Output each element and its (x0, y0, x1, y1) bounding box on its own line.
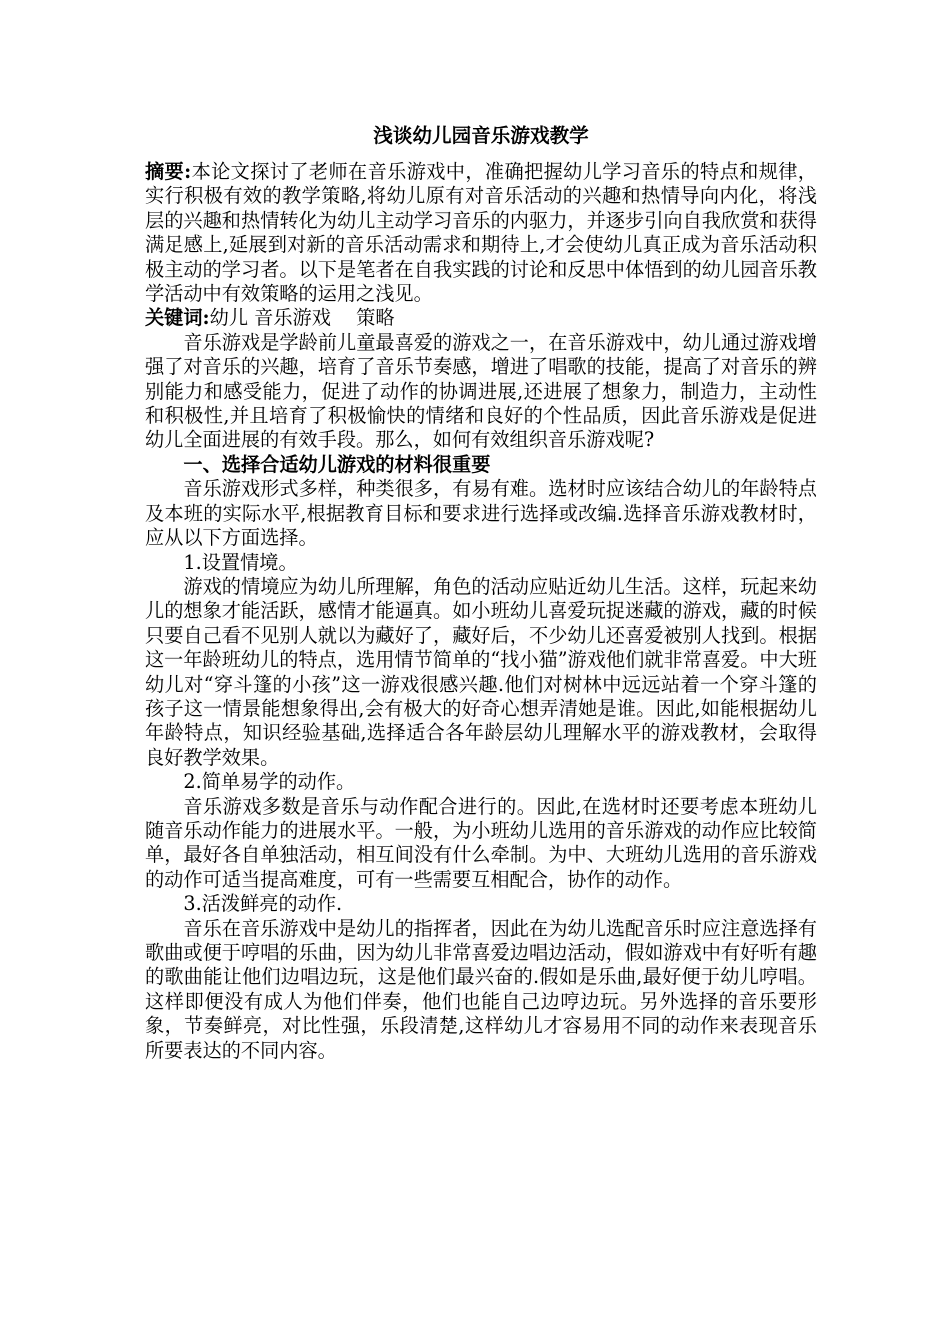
item-3-title: 3.活泼鲜亮的动作. (183, 892, 343, 916)
keywords-paragraph (145, 306, 817, 330)
item-1-title: 1.设置情境。 (183, 550, 298, 574)
document-page (145, 124, 817, 1063)
item-2-title: 2.简单易学的动作。 (183, 770, 356, 794)
keywords-label: 关键词: (145, 306, 210, 330)
section-1-paragraph: 音乐游戏形式多样，种类很多，有易有难。选材时应该结合幼儿的年龄特点及本班的实际水平,根据教育目标和要求进行选择或改编.选择音乐游戏教材时，应从以下方面选择。 (145, 477, 817, 550)
abstract-text: 本论文探讨了老师在音乐游戏中，准确把握幼儿学习音乐的特点和规律，实行积极有效的教学策略,将幼儿原有对音乐活动的兴趣和热情导向内化，将浅层的兴趣和热情转化为幼儿主动学习音乐的内驱力，并逐步引向自我欣赏和获得满足感上,延展到对新的音乐活动需求和期待上,才会使幼儿真正成为音乐活动积极主动的学习者。以下是笔者在自我实践的讨论和反思中体悟到的幼儿园音乐教学活动中有效策略的运用之浅见。 (145, 160, 817, 306)
section-1-heading: 一、选择合适幼儿游戏的材料很重要 (183, 452, 491, 476)
item-3-text: 音乐在音乐游戏中是幼儿的指挥者，因此在为幼儿选配音乐时应注意选择有歌曲或便于哼唱的乐曲，因为幼儿非常喜爱边唱边活动，假如游戏中有好听有趣的歌曲能让他们边唱边玩，这是他们最兴奋的.假如是乐曲,最好便于幼儿哼唱。这样即便没有成人为他们伴奏，他们也能自己边哼边玩。另外选择的音乐要形象，节奏鲜亮，对比性强，乐段清楚,这样幼儿才容易用不同的动作来表现音乐所要表达的不同内容。 (145, 916, 817, 1062)
intro-paragraph: 音乐游戏是学龄前儿童最喜爱的游戏之一，在音乐游戏中，幼儿通过游戏增强了对音乐的兴趣，培育了音乐节奏感，增进了唱歌的技能，提高了对音乐的辨别能力和感受能力，促进了动作的协调进展,还进展了想象力，制造力，主动性和积极性,并且培育了积极愉快的情绪和良好的个性品质，因此音乐游戏是促进幼儿全面进展的有效手段。那么，如何有效组织音乐游戏呢? (145, 330, 817, 452)
document-title: 浅谈幼儿园音乐游戏教学 (373, 124, 589, 147)
abstract-paragraph (145, 160, 817, 306)
keywords-text: 幼儿 音乐游戏 策略 (209, 306, 395, 330)
item-1-text: 游戏的情境应为幼儿所理解，角色的活动应贴近幼儿生活。这样，玩起来幼儿的想象才能活跃，感情才能逼真。如小班幼儿喜爱玩捉迷藏的游戏，藏的时候只要自己看不见别人就以为藏好了，藏好后，不少幼儿还喜爱被别人找到。根据这一年龄班幼儿的特点，选用情节简单的“找小猫”游戏他们就非常喜爱。中大班幼儿对“穿斗篷的小孩”这一游戏很感兴趣.他们对树林中远远站着一个穿斗篷的孩子这一情景能想象得出,会有极大的好奇心想弄清她是谁。因此,如能根据幼儿年龄特点，知识经验基础,选择适合各年龄层幼儿理解水平的游戏教材，会取得良好教学效果。 (145, 574, 817, 769)
item-2-text: 音乐游戏多数是音乐与动作配合进行的。因此,在选材时还要考虑本班幼儿随音乐动作能力的进展水平。一般，为小班幼儿选用的音乐游戏的动作应比较简单，最好各自单独活动，相互间没有什么牵制。为中、大班幼儿选用的音乐游戏的动作可适当提高难度，可有一些需要互相配合，协作的动作。 (145, 794, 817, 891)
abstract-label: 摘要: (145, 160, 192, 183)
